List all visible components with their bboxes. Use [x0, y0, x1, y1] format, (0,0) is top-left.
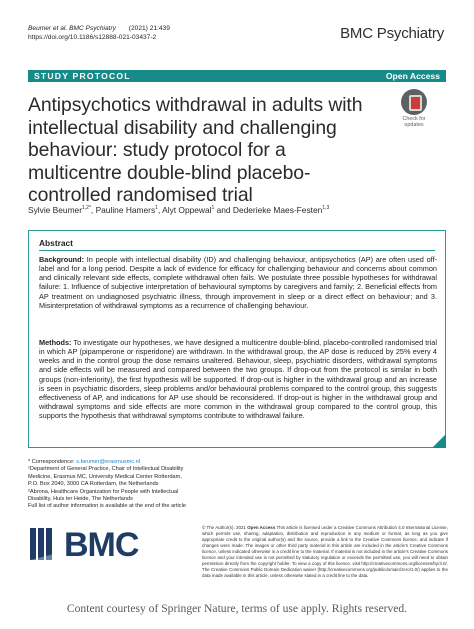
abstract-background	[39, 255, 437, 310]
copyright-notice: © The Author(s). 2021	[202, 525, 246, 530]
author-list: Sylvie Beumer$^{1,2*}$, Pauline Hamers$^1$, Alyt Oppewal$^1$ and Dederieke Maes-Festen$^{1,3}$	[28, 205, 330, 215]
abstract-divider	[39, 250, 435, 251]
author-info-note: Full list of author information is available at the end of the article	[28, 503, 186, 510]
check-for-updates-badge[interactable]	[398, 89, 430, 129]
author-affil: 1,2*	[82, 205, 91, 212]
article-type-banner	[28, 70, 446, 82]
correspondence-label: * Correspondence:	[28, 459, 75, 465]
author-name[interactable]: Dederieke Maes-Festen	[232, 205, 323, 215]
citation-year: (2021) 21:439	[128, 25, 170, 32]
open-access-label: Open Access	[385, 71, 440, 81]
background-label: Background:	[39, 255, 84, 264]
bmc-logo	[28, 524, 168, 564]
abstract-box	[28, 230, 446, 448]
affiliation-2: ²Abrona, Healthcare Organization for People with Intellectual Disability, Huis ter Heide, The Netherlands	[28, 488, 179, 503]
article-title: Antipsychotics withdrawal in adults with intellectual disability and challenging behaviour: study protocol for a multicentre double-blind placebo-controlled randomised trial	[28, 94, 363, 207]
author-name[interactable]: Alyt Oppewal	[162, 205, 212, 215]
abstract-methods	[39, 338, 437, 420]
author-name[interactable]: Sylvie Beumer	[28, 205, 82, 215]
methods-text: To investigate our hypotheses, we have designed a multicentre double-blind, placebo-controlled randomised trial in which AP (pipamperone or risperidone) are withdrawn. In the withdrawal group, the AP dose is reduced by 25% every 4 weeks and in the control group the dose remains unaltered. Behaviour, sleep, psychiatric disorders, withdrawal symptoms and side effects will be measured and compared between the two groups. If drop-out from the protocol is similar in both groups (non-inferiority), the first hypothesis will be supported. If drop-out is higher in the withdrawal group and an increase is seen in psychiatric disorders, sleep problems and/or behavioural problems compared to the control group, this suggests effectiveness of AP, and indications for AP use should be reconsidered. If drop-out is higher in the withdrawal group and withdrawal symptoms and side effects are more common in the withdrawal group compared to the control group, this supports the hypothesis that withdrawal symptoms contribute to withdrawal failure.	[39, 338, 437, 421]
citation-journal: BMC Psychiatry	[69, 25, 116, 32]
bmc-logo-text: BMC	[64, 526, 139, 564]
author-affil: 1	[155, 205, 158, 212]
author-affil: 1,3	[322, 205, 330, 212]
license-statement	[202, 525, 448, 579]
check-updates-icon	[401, 89, 427, 115]
background-text: In people with intellectual disability (ID) and challenging behaviour, antipsychotics (AP) are often used off-label and for a long period. Despite a lack of evidence for efficacy for challenging behaviour and concerns about common and clinically relevant side effects, complete withdrawal often fails. We postulate three possible hypotheses for withdrawal failure: 1. Influence of subjective interpretation of behavioural symptoms by caregivers and family; 2. Beneficial effects from AP treatment on undiagnosed psychiatric illness, through improvement in sleep or a direct effect on behaviour; and 3. Misinterpretation of withdrawal symptoms as a recurrence of challenging behaviour.	[39, 255, 437, 310]
courtesy-footer: Content courtesy of Springer Nature, terms of use apply. Rights reserved.	[66, 602, 408, 615]
author-affil: 1	[211, 205, 215, 212]
article-type-label: STUDY PROTOCOL	[34, 71, 131, 81]
doi-link[interactable]: https://doi.org/10.1186/s12888-021-03437-2	[28, 34, 157, 41]
check-updates-line2: updates	[404, 122, 424, 128]
abstract-heading: Abstract	[39, 238, 73, 248]
methods-label: Methods:	[39, 338, 72, 347]
bmc-logo-icon	[28, 524, 58, 564]
correspondence-email[interactable]: s.beumer@erasmusmc.nl	[76, 459, 141, 465]
author-footnotes	[28, 459, 188, 511]
citation-authors: Beumer et al.	[28, 25, 68, 32]
abstract-corner-decoration	[432, 434, 446, 448]
affiliation-1: ¹Department of General Practice, Chair of Intellectual Disability Medicine, Erasmus MC, University Medical Center Rotterdam, P.O. Box 2040, 3000 CA Rotterdam, the Netherlands	[28, 466, 184, 488]
license-text: This article is licensed under a Creative Commons Attribution 4.0 International License, which permits use, sharing, adaptation, distribution and reproduction in any medium or format, as long as you give appropriate credit to the original author(s) and the source, provide a link to the Creative Commons licence, and indicate if changes were made. The images or other third party material in this article are included in the article's Creative Commons licence, unless indicated otherwise in a credit line to the material. If material is not included in the article's Creative Commons licence and your intended use is not permitted by statutory regulation or exceeds the permitted use, you will need to obtain permission directly from the copyright holder. To view a copy of this licence, visit http://creativecommons.org/licenses/by/4.0/. The Creative Commons Public Domain Dedication waiver (http://creativecommons.org/publicdomain/zero/1.0/) applies to the data made available in this article, unless otherwise stated in a credit line to the data.	[202, 525, 448, 579]
author-name[interactable]: Pauline Hamers	[95, 205, 156, 215]
check-updates-line1: Check for	[402, 116, 426, 122]
journal-name: BMC Psychiatry	[340, 25, 444, 42]
license-open-access: Open Access	[247, 525, 276, 530]
citation-header	[28, 24, 170, 42]
